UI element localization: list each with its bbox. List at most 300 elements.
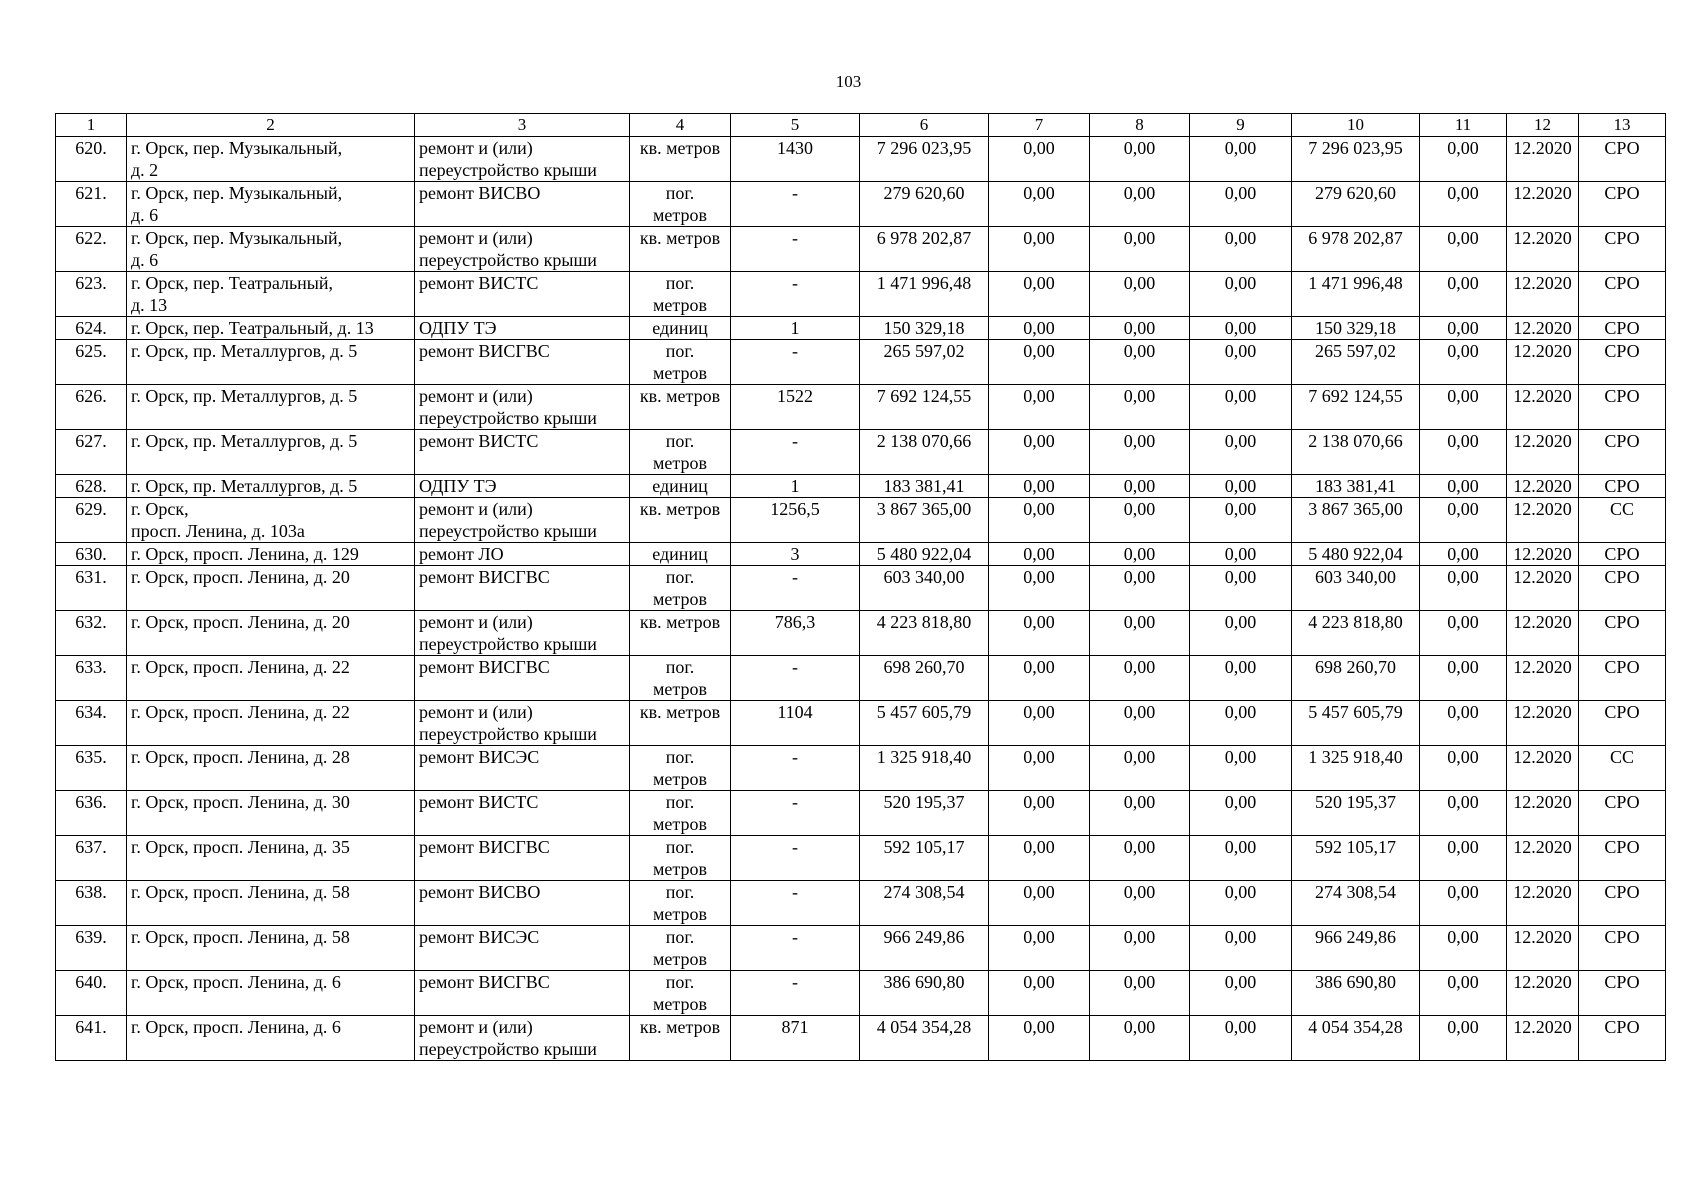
row-number-cell: 630. (56, 543, 127, 566)
completion-date-cell: 12.2020 (1507, 385, 1579, 430)
completion-date-cell: 12.2020 (1507, 227, 1579, 272)
cell-line: г. Орск, просп. Ленина, д. 22 (131, 702, 350, 722)
address-cell (127, 498, 415, 543)
unit-cell (630, 182, 731, 227)
table-row (56, 881, 1666, 926)
quantity-cell: - (731, 430, 860, 475)
col7-cell: 0,00 (989, 611, 1090, 656)
quantity-cell: 871 (731, 1016, 860, 1061)
col11-cell: 0,00 (1420, 791, 1507, 836)
completion-date-cell: 12.2020 (1507, 926, 1579, 971)
work-type-cell (415, 137, 630, 182)
completion-date-cell: 12.2020 (1507, 1016, 1579, 1061)
col8-cell: 0,00 (1090, 340, 1190, 385)
address-cell (127, 475, 415, 498)
col7-cell: 0,00 (989, 317, 1090, 340)
col7-cell: 0,00 (989, 566, 1090, 611)
col10-cell: 6 978 202,87 (1292, 227, 1420, 272)
cell-line: единиц (652, 318, 708, 338)
unit-cell (630, 701, 731, 746)
col8-cell: 0,00 (1090, 317, 1190, 340)
col11-cell: 0,00 (1420, 340, 1507, 385)
column-header-5: 5 (731, 114, 860, 137)
funding-source-cell: СС (1579, 746, 1666, 791)
cell-line: ОДПУ ТЭ (419, 476, 497, 496)
completion-date-cell: 12.2020 (1507, 881, 1579, 926)
column-header-4: 4 (630, 114, 731, 137)
cell-line: г. Орск, пер. Музыкальный, (131, 183, 343, 203)
col8-cell: 0,00 (1090, 498, 1190, 543)
col8-cell: 0,00 (1090, 182, 1190, 227)
work-type-cell (415, 340, 630, 385)
col11-cell: 0,00 (1420, 543, 1507, 566)
unit-cell (630, 317, 731, 340)
address-cell (127, 836, 415, 881)
cell-line: ОДПУ ТЭ (419, 318, 497, 338)
cell-line: пог. (665, 431, 695, 451)
unit-cell (630, 1016, 731, 1061)
total-cost-cell: 183 381,41 (860, 475, 989, 498)
col9-cell: 0,00 (1190, 791, 1292, 836)
col7-cell: 0,00 (989, 1016, 1090, 1061)
col8-cell: 0,00 (1090, 227, 1190, 272)
quantity-cell: - (731, 340, 860, 385)
table-row (56, 543, 1666, 566)
unit-cell (630, 971, 731, 1016)
total-cost-cell: 520 195,37 (860, 791, 989, 836)
completion-date-cell: 12.2020 (1507, 475, 1579, 498)
cell-line: г. Орск, просп. Ленина, д. 58 (131, 882, 350, 902)
col7-cell: 0,00 (989, 385, 1090, 430)
cell-line: г. Орск, пер. Театральный, д. 13 (131, 318, 374, 338)
unit-cell (630, 656, 731, 701)
total-cost-cell: 7 296 023,95 (860, 137, 989, 182)
cell-line: метров (653, 949, 707, 969)
address-cell (127, 611, 415, 656)
funding-source-cell: СРО (1579, 475, 1666, 498)
col9-cell: 0,00 (1190, 971, 1292, 1016)
cell-line: кв. метров (639, 702, 721, 722)
col7-cell: 0,00 (989, 498, 1090, 543)
cell-line: пог. (665, 927, 695, 947)
cell-line: г. Орск, пер. Музыкальный, (131, 138, 343, 158)
col8-cell: 0,00 (1090, 656, 1190, 701)
address-cell (127, 430, 415, 475)
unit-cell (630, 791, 731, 836)
funding-source-cell: СРО (1579, 227, 1666, 272)
quantity-cell: 1 (731, 475, 860, 498)
total-cost-cell: 3 867 365,00 (860, 498, 989, 543)
cell-line: г. Орск, пр. Металлургов, д. 5 (131, 476, 358, 496)
completion-date-cell: 12.2020 (1507, 317, 1579, 340)
cell-line: ремонт и (или) (419, 499, 533, 519)
cell-line: г. Орск, просп. Ленина, д. 30 (131, 792, 350, 812)
total-cost-cell: 1 471 996,48 (860, 272, 989, 317)
work-type-cell (415, 836, 630, 881)
col11-cell: 0,00 (1420, 137, 1507, 182)
cell-line: ремонт и (или) (419, 138, 533, 158)
cell-line: ремонт ВИСГВС (419, 341, 550, 361)
funding-source-cell: СРО (1579, 566, 1666, 611)
total-cost-cell: 966 249,86 (860, 926, 989, 971)
col9-cell: 0,00 (1190, 656, 1292, 701)
cell-line: кв. метров (639, 228, 721, 248)
row-number-cell: 622. (56, 227, 127, 272)
quantity-cell: 3 (731, 543, 860, 566)
work-type-cell (415, 881, 630, 926)
cell-line: г. Орск, (131, 499, 189, 519)
funding-source-cell: СРО (1579, 317, 1666, 340)
work-type-cell (415, 656, 630, 701)
col7-cell: 0,00 (989, 272, 1090, 317)
row-number-cell: 635. (56, 746, 127, 791)
cell-line: кв. метров (639, 386, 721, 406)
total-cost-cell: 5 457 605,79 (860, 701, 989, 746)
col8-cell: 0,00 (1090, 385, 1190, 430)
address-cell (127, 926, 415, 971)
column-header-8: 8 (1090, 114, 1190, 137)
table-row (56, 137, 1666, 182)
cell-line: г. Орск, пер. Музыкальный, (131, 228, 343, 248)
cell-line: переустройство крыши (419, 250, 597, 270)
col7-cell: 0,00 (989, 340, 1090, 385)
column-header-7: 7 (989, 114, 1090, 137)
work-type-cell (415, 566, 630, 611)
cell-line: единиц (652, 476, 708, 496)
completion-date-cell: 12.2020 (1507, 656, 1579, 701)
row-number-cell: 639. (56, 926, 127, 971)
col11-cell: 0,00 (1420, 701, 1507, 746)
row-number-cell: 641. (56, 1016, 127, 1061)
unit-cell (630, 926, 731, 971)
funding-source-cell: СРО (1579, 836, 1666, 881)
cell-line: г. Орск, пр. Металлургов, д. 5 (131, 431, 358, 451)
col9-cell: 0,00 (1190, 746, 1292, 791)
table-row (56, 182, 1666, 227)
funding-source-cell: СРО (1579, 611, 1666, 656)
col9-cell: 0,00 (1190, 611, 1292, 656)
cell-line: д. 6 (131, 250, 159, 270)
col10-cell: 1 471 996,48 (1292, 272, 1420, 317)
col10-cell: 966 249,86 (1292, 926, 1420, 971)
col10-cell: 265 597,02 (1292, 340, 1420, 385)
cell-line: кв. метров (639, 499, 721, 519)
cell-line: переустройство крыши (419, 724, 597, 744)
table-body (56, 137, 1666, 1061)
col10-cell: 150 329,18 (1292, 317, 1420, 340)
col10-cell: 5 457 605,79 (1292, 701, 1420, 746)
table-row (56, 430, 1666, 475)
row-number-cell: 624. (56, 317, 127, 340)
cell-line: г. Орск, просп. Ленина, д. 28 (131, 747, 350, 767)
cell-line: д. 6 (131, 205, 159, 225)
col7-cell: 0,00 (989, 881, 1090, 926)
cell-line: единиц (652, 544, 708, 564)
quantity-cell: - (731, 971, 860, 1016)
total-cost-cell: 386 690,80 (860, 971, 989, 1016)
cell-line: ремонт ВИСВО (419, 882, 541, 902)
col10-cell: 592 105,17 (1292, 836, 1420, 881)
col8-cell: 0,00 (1090, 1016, 1190, 1061)
cell-line: пог. (665, 747, 695, 767)
table-row (56, 611, 1666, 656)
col8-cell: 0,00 (1090, 543, 1190, 566)
cell-line: метров (653, 453, 707, 473)
cell-line: ремонт ВИСГВС (419, 837, 550, 857)
col11-cell: 0,00 (1420, 1016, 1507, 1061)
cell-line: пог. (665, 567, 695, 587)
total-cost-cell: 7 692 124,55 (860, 385, 989, 430)
cell-line: просп. Ленина, д. 103а (131, 521, 305, 541)
cell-line: метров (653, 205, 707, 225)
cell-line: ремонт ВИСЭС (419, 747, 540, 767)
work-type-cell (415, 385, 630, 430)
col11-cell: 0,00 (1420, 385, 1507, 430)
table-row (56, 701, 1666, 746)
col7-cell: 0,00 (989, 926, 1090, 971)
completion-date-cell: 12.2020 (1507, 566, 1579, 611)
col7-cell: 0,00 (989, 475, 1090, 498)
unit-cell (630, 498, 731, 543)
row-number-cell: 634. (56, 701, 127, 746)
row-number-cell: 638. (56, 881, 127, 926)
address-cell (127, 182, 415, 227)
col8-cell: 0,00 (1090, 881, 1190, 926)
cell-line: ремонт ВИСТС (419, 792, 539, 812)
header-row (56, 114, 1666, 137)
col11-cell: 0,00 (1420, 836, 1507, 881)
cell-line: ремонт ВИСТС (419, 431, 539, 451)
cell-line: ремонт и (или) (419, 228, 533, 248)
unit-cell (630, 227, 731, 272)
row-number-cell: 627. (56, 430, 127, 475)
cell-line: ремонт ВИСГВС (419, 657, 550, 677)
col9-cell: 0,00 (1190, 385, 1292, 430)
column-header-3: 3 (415, 114, 630, 137)
col9-cell: 0,00 (1190, 836, 1292, 881)
cell-line: метров (653, 589, 707, 609)
col7-cell: 0,00 (989, 430, 1090, 475)
total-cost-cell: 698 260,70 (860, 656, 989, 701)
completion-date-cell: 12.2020 (1507, 182, 1579, 227)
completion-date-cell: 12.2020 (1507, 791, 1579, 836)
total-cost-cell: 150 329,18 (860, 317, 989, 340)
quantity-cell: 1 (731, 317, 860, 340)
completion-date-cell: 12.2020 (1507, 137, 1579, 182)
cell-line: пог. (665, 657, 695, 677)
unit-cell (630, 475, 731, 498)
address-cell (127, 227, 415, 272)
cell-line: кв. метров (639, 612, 721, 632)
cell-line: пог. (665, 972, 695, 992)
work-type-cell (415, 926, 630, 971)
cell-line: пог. (665, 837, 695, 857)
col8-cell: 0,00 (1090, 836, 1190, 881)
table-row (56, 836, 1666, 881)
unit-cell (630, 137, 731, 182)
col11-cell: 0,00 (1420, 317, 1507, 340)
cell-line: пог. (665, 341, 695, 361)
total-cost-cell: 274 308,54 (860, 881, 989, 926)
col10-cell: 5 480 922,04 (1292, 543, 1420, 566)
cell-line: д. 13 (131, 295, 168, 315)
funding-source-cell: СРО (1579, 926, 1666, 971)
address-cell (127, 137, 415, 182)
cell-line: пог. (665, 792, 695, 812)
quantity-cell: - (731, 227, 860, 272)
col10-cell: 7 296 023,95 (1292, 137, 1420, 182)
total-cost-cell: 4 223 818,80 (860, 611, 989, 656)
cell-line: переустройство крыши (419, 408, 597, 428)
col11-cell: 0,00 (1420, 227, 1507, 272)
address-cell (127, 656, 415, 701)
cell-line: г. Орск, пер. Театральный, (131, 273, 334, 293)
column-header-10: 10 (1292, 114, 1420, 137)
col9-cell: 0,00 (1190, 475, 1292, 498)
cell-line: ремонт ВИСЭС (419, 927, 540, 947)
cell-line: метров (653, 859, 707, 879)
funding-source-cell: СРО (1579, 340, 1666, 385)
col9-cell: 0,00 (1190, 881, 1292, 926)
column-header-11: 11 (1420, 114, 1507, 137)
row-number-cell: 623. (56, 272, 127, 317)
cell-line: пог. (665, 882, 695, 902)
funding-source-cell: СС (1579, 498, 1666, 543)
col7-cell: 0,00 (989, 836, 1090, 881)
total-cost-cell: 1 325 918,40 (860, 746, 989, 791)
col7-cell: 0,00 (989, 543, 1090, 566)
unit-cell (630, 340, 731, 385)
col10-cell: 1 325 918,40 (1292, 746, 1420, 791)
work-type-cell (415, 543, 630, 566)
address-cell (127, 746, 415, 791)
cell-line: г. Орск, пр. Металлургов, д. 5 (131, 341, 358, 361)
completion-date-cell: 12.2020 (1507, 836, 1579, 881)
col10-cell: 3 867 365,00 (1292, 498, 1420, 543)
unit-cell (630, 272, 731, 317)
completion-date-cell: 12.2020 (1507, 971, 1579, 1016)
col8-cell: 0,00 (1090, 926, 1190, 971)
row-number-cell: 636. (56, 791, 127, 836)
col7-cell: 0,00 (989, 791, 1090, 836)
quantity-cell: - (731, 272, 860, 317)
quantity-cell: 786,3 (731, 611, 860, 656)
quantity-cell: - (731, 182, 860, 227)
completion-date-cell: 12.2020 (1507, 340, 1579, 385)
cell-line: метров (653, 814, 707, 834)
col11-cell: 0,00 (1420, 475, 1507, 498)
cell-line: метров (653, 904, 707, 924)
table-row (56, 385, 1666, 430)
row-number-cell: 640. (56, 971, 127, 1016)
col9-cell: 0,00 (1190, 1016, 1292, 1061)
cell-line: ремонт и (или) (419, 386, 533, 406)
column-header-2: 2 (127, 114, 415, 137)
table-row (56, 272, 1666, 317)
col7-cell: 0,00 (989, 137, 1090, 182)
unit-cell (630, 430, 731, 475)
row-number-cell: 625. (56, 340, 127, 385)
cell-line: ремонт ЛО (419, 544, 504, 564)
address-cell (127, 971, 415, 1016)
col8-cell: 0,00 (1090, 566, 1190, 611)
funding-source-cell: СРО (1579, 701, 1666, 746)
address-cell (127, 791, 415, 836)
cell-line: д. 2 (131, 160, 159, 180)
unit-cell (630, 385, 731, 430)
address-cell (127, 340, 415, 385)
total-cost-cell: 265 597,02 (860, 340, 989, 385)
total-cost-cell: 5 480 922,04 (860, 543, 989, 566)
cell-line: ремонт и (или) (419, 1017, 533, 1037)
col11-cell: 0,00 (1420, 272, 1507, 317)
total-cost-cell: 592 105,17 (860, 836, 989, 881)
work-type-cell (415, 701, 630, 746)
quantity-cell: - (731, 926, 860, 971)
completion-date-cell: 12.2020 (1507, 746, 1579, 791)
cell-line: кв. метров (639, 1017, 721, 1037)
col9-cell: 0,00 (1190, 701, 1292, 746)
cell-line: г. Орск, просп. Ленина, д. 20 (131, 612, 350, 632)
col8-cell: 0,00 (1090, 611, 1190, 656)
funding-source-cell: СРО (1579, 656, 1666, 701)
completion-date-cell: 12.2020 (1507, 701, 1579, 746)
cell-line: г. Орск, просп. Ленина, д. 58 (131, 927, 350, 947)
column-header-12: 12 (1507, 114, 1579, 137)
unit-cell (630, 836, 731, 881)
cell-line: г. Орск, просп. Ленина, д. 35 (131, 837, 350, 857)
table-row (56, 656, 1666, 701)
col7-cell: 0,00 (989, 971, 1090, 1016)
col9-cell: 0,00 (1190, 498, 1292, 543)
cell-line: г. Орск, просп. Ленина, д. 6 (131, 972, 341, 992)
col10-cell: 4 223 818,80 (1292, 611, 1420, 656)
address-cell (127, 385, 415, 430)
cell-line: метров (653, 994, 707, 1014)
completion-date-cell: 12.2020 (1507, 272, 1579, 317)
work-type-cell (415, 746, 630, 791)
work-type-cell (415, 498, 630, 543)
cell-line: метров (653, 295, 707, 315)
work-type-cell (415, 611, 630, 656)
quantity-cell: - (731, 836, 860, 881)
col7-cell: 0,00 (989, 656, 1090, 701)
col8-cell: 0,00 (1090, 791, 1190, 836)
work-type-cell (415, 430, 630, 475)
cell-line: ремонт ВИСТС (419, 273, 539, 293)
column-header-13: 13 (1579, 114, 1666, 137)
quantity-cell: - (731, 791, 860, 836)
total-cost-cell: 4 054 354,28 (860, 1016, 989, 1061)
col11-cell: 0,00 (1420, 656, 1507, 701)
col9-cell: 0,00 (1190, 182, 1292, 227)
col8-cell: 0,00 (1090, 272, 1190, 317)
cell-line: г. Орск, просп. Ленина, д. 20 (131, 567, 350, 587)
address-cell (127, 566, 415, 611)
cell-line: ремонт ВИСГВС (419, 567, 550, 587)
address-cell (127, 317, 415, 340)
col11-cell: 0,00 (1420, 430, 1507, 475)
cell-line: ремонт и (или) (419, 702, 533, 722)
unit-cell (630, 746, 731, 791)
col11-cell: 0,00 (1420, 971, 1507, 1016)
work-type-cell (415, 791, 630, 836)
col11-cell: 0,00 (1420, 926, 1507, 971)
col11-cell: 0,00 (1420, 498, 1507, 543)
work-type-cell (415, 475, 630, 498)
quantity-cell: 1430 (731, 137, 860, 182)
row-number-cell: 633. (56, 656, 127, 701)
